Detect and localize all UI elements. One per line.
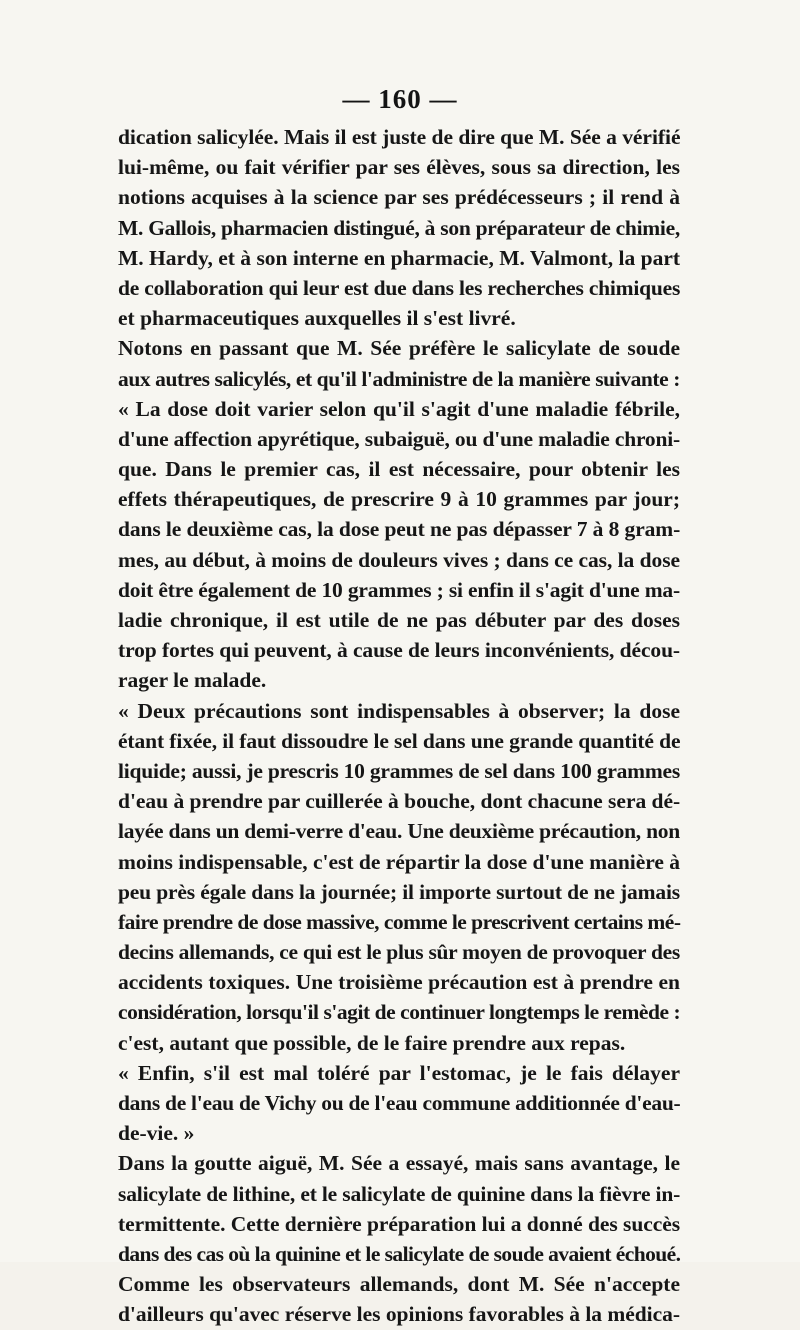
text-line: dans le deuxième cas, la dose peut ne pas dépasser 7 à 8 gram- <box>118 517 681 542</box>
text-line: c'est, autant que possible, de le faire prendre aux repas. <box>118 1030 626 1055</box>
text-line: dans des cas où la quinine et le salicylate de soude avaient échoué. <box>118 1241 681 1266</box>
page-number: — 160 — <box>342 84 458 114</box>
text-line: « La dose doit varier selon qu'il s'agit d'une maladie fébrile, <box>118 396 680 421</box>
text-line: et pharmaceutiques auxquelles il s'est livré. <box>118 306 516 331</box>
text-line: Comme les observateurs allemands, dont M. Sée n'accepte <box>118 1272 680 1297</box>
text-line: effets thérapeutiques, de prescrire 9 à 10 grammes par jour; <box>118 487 680 512</box>
text-line: M. Gallois, pharmacien distingué, à son préparateur de chimie, <box>118 215 680 240</box>
text-line: accidents toxiques. Une troisième précaution est à prendre en <box>118 970 680 995</box>
body-text <box>118 122 680 1330</box>
text-line: dans de l'eau de Vichy ou de l'eau commune additionnée d'eau- <box>118 1091 681 1115</box>
text-line: que. Dans le premier cas, il est nécessaire, pour obtenir les <box>118 457 680 482</box>
text-line: termittente. Cette dernière préparation lui a donné des succès <box>118 1211 681 1236</box>
text-line: d'ailleurs qu'avec réserve les opinions favorables à la médica- <box>118 1302 680 1327</box>
text-line: layée dans un demi-verre d'eau. Une deuxième précaution, non <box>118 819 680 844</box>
text-line: mes, au début, à moins de douleurs vives ; dans ce cas, la dose <box>118 547 681 572</box>
text-line: rager le malade. <box>118 668 267 693</box>
text-line: faire prendre de dose massive, comme le prescrivent certains mé- <box>118 909 681 934</box>
text-line: trop fortes qui peuvent, à cause de leurs inconvénients, décou- <box>118 638 680 663</box>
text-line: « Enfin, s'il est mal toléré par l'estomac, je le fais délayer <box>118 1060 680 1085</box>
text-line: Notons en passant que M. Sée préfère le salicylate de soude <box>118 336 680 361</box>
text-line: ladie chronique, il est utile de ne pas débuter par des doses <box>118 608 680 632</box>
text-line: Dans la goutte aiguë, M. Sée a essayé, mais sans avantage, le <box>118 1151 680 1176</box>
text-line: notions acquises à la science par ses prédécesseurs ; il rend à <box>118 185 680 210</box>
text-line: de collaboration qui leur est due dans les recherches chimiques <box>118 275 681 300</box>
text-line: decins allemands, ce qui est le plus sûr moyen de provoquer des <box>118 940 680 965</box>
text-line: d'eau à prendre par cuillerée à bouche, dont chacune sera dé- <box>118 789 681 814</box>
text-line: M. Hardy, et à son interne en pharmacie, M. Valmont, la part <box>118 245 680 270</box>
text-line: « Deux précautions sont indispensables à observer; la dose <box>118 698 680 723</box>
text-line: salicylate de lithine, et le salicylate de quinine dans la fièvre in- <box>118 1181 681 1206</box>
text-line: d'une affection apyrétique, subaiguë, ou d'une maladie chroni- <box>118 426 680 451</box>
text-line: peu près égale dans la journée; il importe surtout de ne jamais <box>118 879 680 904</box>
text-line: liquide; aussi, je prescris 10 grammes de sel dans 100 grammes <box>118 758 680 783</box>
text-line: lui-même, ou fait vérifier par ses élèves, sous sa direction, les <box>118 155 680 180</box>
text-line: dication salicylée. Mais il est juste de dire que M. Sée a vérifié <box>118 125 681 149</box>
text-line: doit être également de 10 grammes ; si enfin il s'agit d'une ma- <box>118 577 680 602</box>
text-line: moins indispensable, c'est de répartir la dose d'une manière à <box>118 849 680 874</box>
text-line: de-vie. » <box>118 1121 195 1146</box>
text-line: considération, lorsqu'il s'agit de continuer longtemps le remède : <box>118 1000 681 1025</box>
text-line: aux autres salicylés, et qu'il l'administre de la manière suivante : <box>118 366 680 391</box>
text-line: étant fixée, il faut dissoudre le sel dans une grande quantité de <box>118 728 681 753</box>
